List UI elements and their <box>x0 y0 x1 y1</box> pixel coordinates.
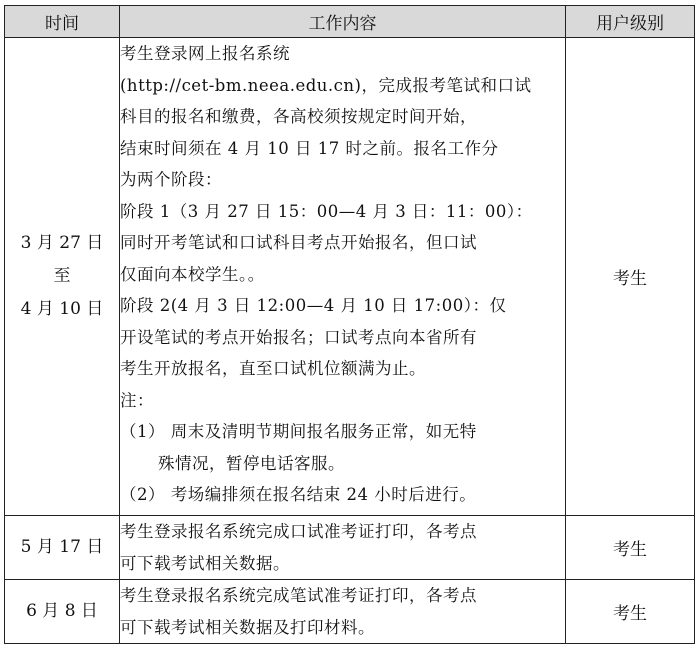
table-row <box>5 38 695 516</box>
content-line: 阶段 2(4 月 3 日 12:00—4 月 10 日 17:00）：仅 <box>120 296 507 315</box>
content-cell <box>120 516 566 580</box>
content-line: 考生登录网上报名系统 <box>120 44 290 63</box>
content-line: 可下载考试相关数据及打印材料。 <box>120 617 375 637</box>
role-cell: 考生 <box>566 516 695 580</box>
content-line: 为两个阶段： <box>120 170 222 189</box>
content-line: 同时开考笔试和口试科目考点开始报名，但口试 <box>120 233 477 252</box>
content-line: 科目的报名和缴费，各高校须按规定时间开始， <box>120 107 477 126</box>
header-row <box>5 6 695 38</box>
note-item: （2） 考场编排须在报名结束 24 小时后进行。 <box>120 485 477 504</box>
time-line: 3 月 27 日 <box>20 233 104 253</box>
content-line: 考生开放报名，直至口试机位额满为止。 <box>120 359 426 378</box>
time-line: 至 <box>53 266 71 286</box>
content-line: 开设笔试的考点开始报名；口试考点向本省所有 <box>120 327 477 347</box>
content-cell <box>120 580 566 644</box>
header-time: 时间 <box>5 6 120 38</box>
time-cell: 6 月 8 日 <box>5 580 120 644</box>
content-line: (http://cet-bm.neea.edu.cn)，完成报考笔试和口试 <box>120 75 532 95</box>
time-line: 4 月 10 日 <box>20 299 104 319</box>
role-cell: 考生 <box>566 38 695 516</box>
role-cell: 考生 <box>566 580 695 644</box>
content-line: 可下载考试相关数据。 <box>120 553 290 573</box>
content-line: 考生登录报名系统完成口试准考证打印，各考点 <box>120 522 477 541</box>
schedule-table <box>4 5 695 644</box>
note-item-continued: 殊情况，暂停电话客服。 <box>158 453 345 473</box>
table-row <box>5 580 695 644</box>
header-role: 用户级别 <box>566 6 695 38</box>
table-row <box>5 516 695 580</box>
time-cell <box>5 38 120 516</box>
content-line: 注： <box>120 390 154 410</box>
content-line: 仅面向本校学生。。 <box>120 264 265 284</box>
note-item: （1） 周末及清明节期间报名服务正常，如无特 <box>120 422 477 441</box>
content-line: 阶段 1（3 月 27 日 15：00—4 月 3 日：11：00）： <box>120 201 533 221</box>
content-line: 考生登录报名系统完成笔试准考证打印，各考点 <box>120 586 477 605</box>
header-content: 工作内容 <box>120 6 566 38</box>
content-line: 结束时间须在 4 月 10 日 17 时之前。报名工作分 <box>120 138 499 158</box>
content-cell <box>120 38 566 516</box>
time-cell: 5 月 17 日 <box>5 516 120 580</box>
